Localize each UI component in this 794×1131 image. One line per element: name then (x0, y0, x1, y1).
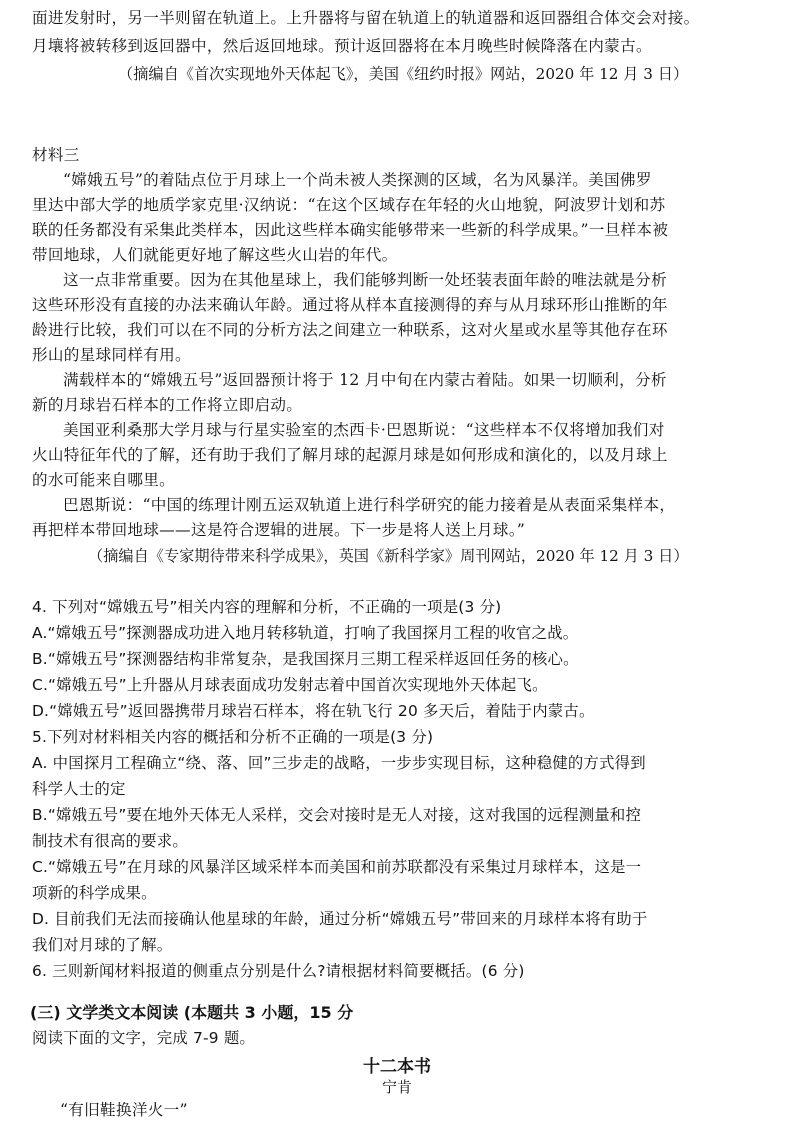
option-a: A.“嫦娥五号”探测器成功进入地月转移轨道，打响了我国探月工程的收官之战。 (32, 624, 579, 642)
passage-line: 这些环形没有直接的办法来确认年龄。通过将从样本直接测得的弃与从月球环形山推断的年 (32, 296, 668, 314)
option-b-cont: 制技术有很高的要求。 (32, 832, 188, 850)
passage-line: 形山的星球同样有用。 (32, 346, 191, 364)
material-heading: 材料三 (32, 146, 80, 164)
section-heading: (三) 文学类文本阅读 (本题共 3 小题，15 分 (30, 1003, 354, 1022)
option-b: B.“嫦娥五号”要在地外天体无人采样，交会对接时是无人对接，这对我国的远程测量和控 (32, 806, 642, 824)
question-6: 6. 三则新闻材料报道的侧重点分别是什么?请根据材料简要概括。(6 分) (32, 962, 525, 980)
passage-line: 巴恩斯说：“中国的练理计刚五运双轨道上进行科学研究的能力接着是从表面采集样本， (63, 496, 676, 514)
option-d: D. 目前我们无法而接确认他星球的年龄，通过分析“嫦娥五号”带回来的月球样本将有助于 (32, 910, 648, 928)
passage-line: 龄进行比较，我们可以在不同的分析方法之间建立一种联系，这对火星或水星等其他存在环 (32, 321, 668, 339)
passage-line: 的水可能来自哪里。 (32, 471, 176, 489)
option-a: A. 中国探月工程确立“绕、落、回”三步走的战略，一步步实现目标，这种稳健的方式得到 (32, 754, 646, 772)
option-d-cont: 我们对月球的了解。 (32, 936, 173, 954)
option-c-cont: 项新的科学成果。 (32, 884, 157, 902)
option-a-cont: 科学人士的定 (32, 780, 126, 798)
question-5: 5.下列对材料相关内容的概括和分析不正确的一项是(3 分) (32, 728, 434, 746)
question-4: 4. 下列对“嫦娥五号”相关内容的理解和分析，不正确的一项是(3 分) (32, 598, 502, 616)
source-citation: （摘编自《专家期待带来科学成果》，英国《新科学家》周刊网站，2020 年 12 月 3 日） (88, 547, 689, 565)
passage-line: 联的任务都没有采集此类样本，因此这些样本确实能够带来一些新的科学成果。”一旦样本被 (32, 221, 669, 239)
passage-line: 新的月球岩石样本的工作将立即启动。 (32, 396, 303, 414)
option-d: D.“嫦娥五号”返回器携带月球岩石样本，将在轨飞行 20 多天后，着陆于内蒙古。 (32, 702, 595, 720)
passage-line: 面进发射时，另一半则留在轨道上。上升器将与留在轨道上的轨道器和返回器组合体交会对接。 (32, 9, 700, 27)
passage-line: 火山特征年代的了解，还有助于我们了解月球的起源月球是如何形成和演化的，以及月球上 (32, 446, 668, 464)
passage-line: 满载样本的“嫦娥五号”返回器预计将于 12 月中旬在内蒙古着陆。如果一切顺利，分析 (63, 371, 667, 389)
passage-line: “嫦娥五号”的着陆点位于月球上一个尚未被人类探测的区域，名为风暴洋。美国佛罗 (63, 171, 652, 189)
story-author: 宁肯 (381, 1078, 412, 1096)
passage-line: “有旧鞋换洋火一” (60, 1101, 188, 1119)
passage-line: 再把样本带回地球——这是符合逻辑的进展。下一步是将人送上月球。” (32, 521, 526, 539)
passage-line: 带回地球，人们就能更好地了解这些火山岩的年代。 (32, 246, 398, 264)
option-b: B.“嫦娥五号”探测器结构非常复杂，是我国探月三期工程采样返回任务的核心。 (32, 650, 579, 668)
option-c: C.“嫦娥五号”上升器从月球表面成功发射志着中国首次实现地外天体起飞。 (32, 676, 548, 694)
option-c: C.“嫦娥五号”在月球的风暴洋区域采样本而美国和前苏联都没有采集过月球样本，这是一 (32, 858, 642, 876)
passage-line: 美国亚利桑那大学月球与行星实验室的杰西卡·巴恩斯说：“这些样本不仅将增加我们对 (63, 421, 665, 439)
passage-line: 里达中部大学的地质学家克里·汉纳说：“在这个区域存在年轻的火山地貌，阿波罗计划和苏 (32, 196, 666, 214)
section-instruction: 阅读下面的文字，完成 7-9 题。 (32, 1029, 256, 1047)
source-citation: （摘编自《首次实现地外天体起飞》，美国《纽约时报》网站，2020 年 12 月 3 日） (118, 65, 689, 83)
story-title: 十二本书 (363, 1057, 431, 1077)
passage-line: 这一点非常重要。因为在其他星球上，我们能够判断一处坯装表面年龄的唯法就是分析 (63, 271, 667, 289)
passage-line: 月壤将被转移到返回器中，然后返回地球。预计返回器将在本月晚些时候降落在内蒙古。 (32, 37, 652, 55)
